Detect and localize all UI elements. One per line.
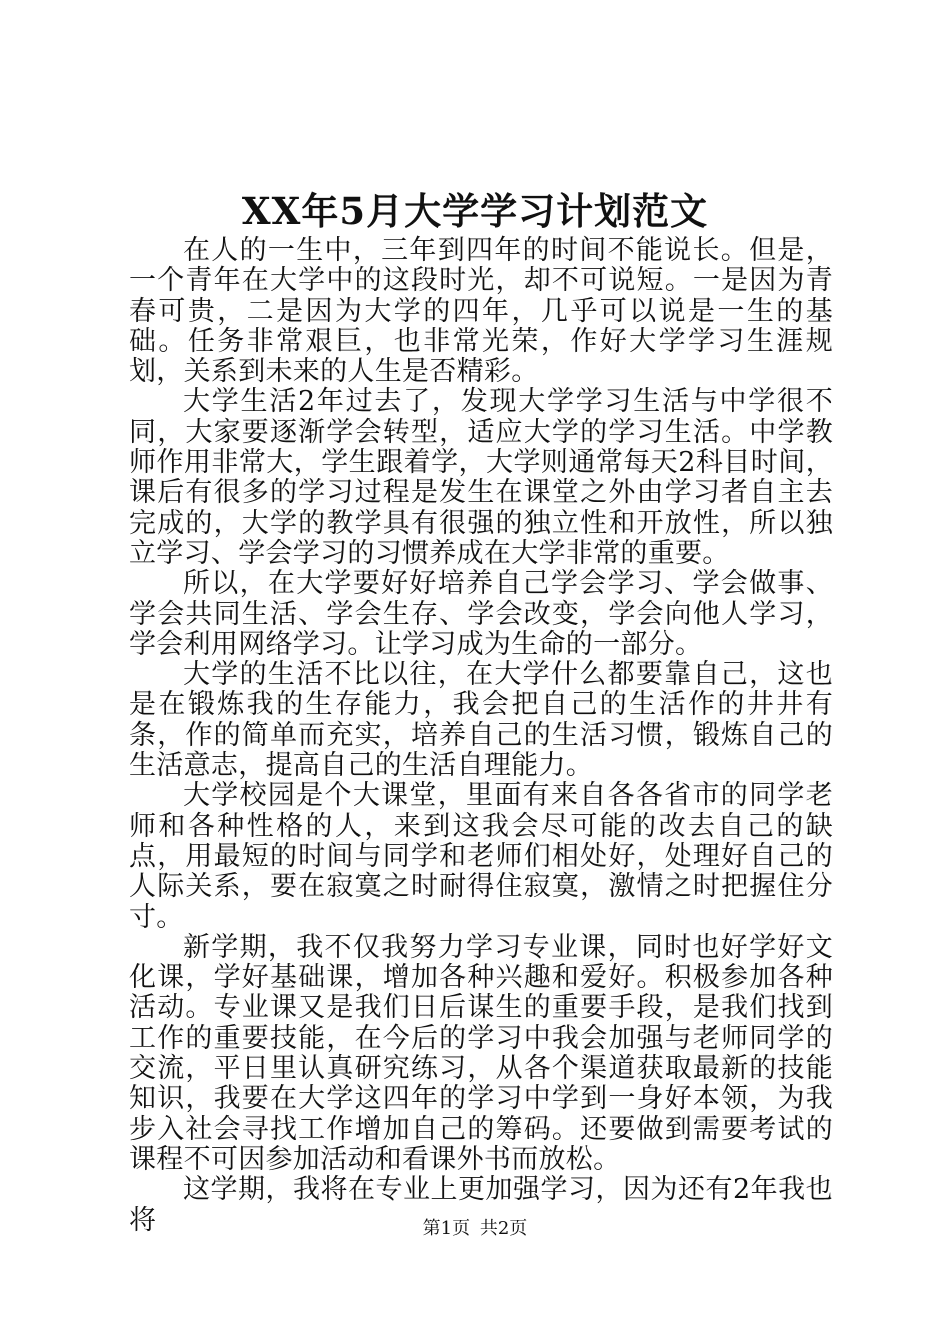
paragraph-6: 新学期，我不仅我努力学习专业课，同时也好学好文化课，学好基础课，增加各种兴趣和爱好。积极参加各种活动。专业课又是我们日后谋生的重要手段，是我们找到工作的重要技能，在今后的学习中我会加强与老师同学的交流，平日里认真研究练习，从各个渠道获取最新的技能知识，我要在大学这四年的学习中学到一身好本领，为我步入社会寻找工作增加自己的筹码。还要做到需要考试的课程不可因参加活动和看课外书而放松。 bbox=[129, 931, 833, 1175]
page-number-current: 第1页 bbox=[422, 1218, 471, 1239]
paragraph-2: 大学生活2年过去了，发现大学学习生活与中学很不同，大家要逐渐学会转型，适应大学的学习生活。中学教师作用非常大，学生跟着学，大学则通常每天2科目时间，课后有很多的学习过程是发生在课堂之外由学习者自主去完成的，大学的教学具有很强的独立性和开放性，所以独立学习、学会学习的习惯养成在大学非常的重要。 bbox=[129, 386, 833, 569]
paragraph-1: 在人的一生中，三年到四年的时间不能说长。但是，一个青年在大学中的这段时光，却不可说短。一是因为青春可贵，二是因为大学的四年，几乎可以说是一生的基础。任务非常艰巨，也非常光荣，作好大学学习生涯规划，关系到未来的人生是否精彩。 bbox=[129, 235, 833, 388]
paragraph-5: 大学校园是个大课堂，里面有来自各各省市的同学老师和各种性格的人，来到这我会尽可能的改去自己的缺点，用最短的时间与同学和老师们相处好，处理好自己的人际关系，要在寂寞之时耐得住寂寞，激情之时把握住分寸。 bbox=[129, 780, 833, 933]
paragraph-4: 大学的生活不比以往，在大学什么都要靠自己，这也是在锻炼我的生存能力，我会把自己的生活作的井井有条，作的简单而充实，培养自己的生活习惯，锻炼自己的生活意志，提高自己的生活自理能力。 bbox=[129, 659, 833, 782]
document-body bbox=[129, 236, 833, 1236]
paragraph-7: 这学期，我将在专业上更加强学习，因为还有2年我也将 bbox=[129, 1174, 833, 1236]
paragraph-3: 所以，在大学要好好培养自己学会学习、学会做事、学会共同生活、学会生存、学会改变，学会向他人学习，学会利用网络学习。让学习成为生命的一部分。 bbox=[129, 568, 833, 660]
page-number-total: 共2页 bbox=[479, 1218, 528, 1239]
page-footer bbox=[0, 1217, 950, 1241]
document-title: XX年5月大学学习计划范文 bbox=[241, 189, 709, 233]
